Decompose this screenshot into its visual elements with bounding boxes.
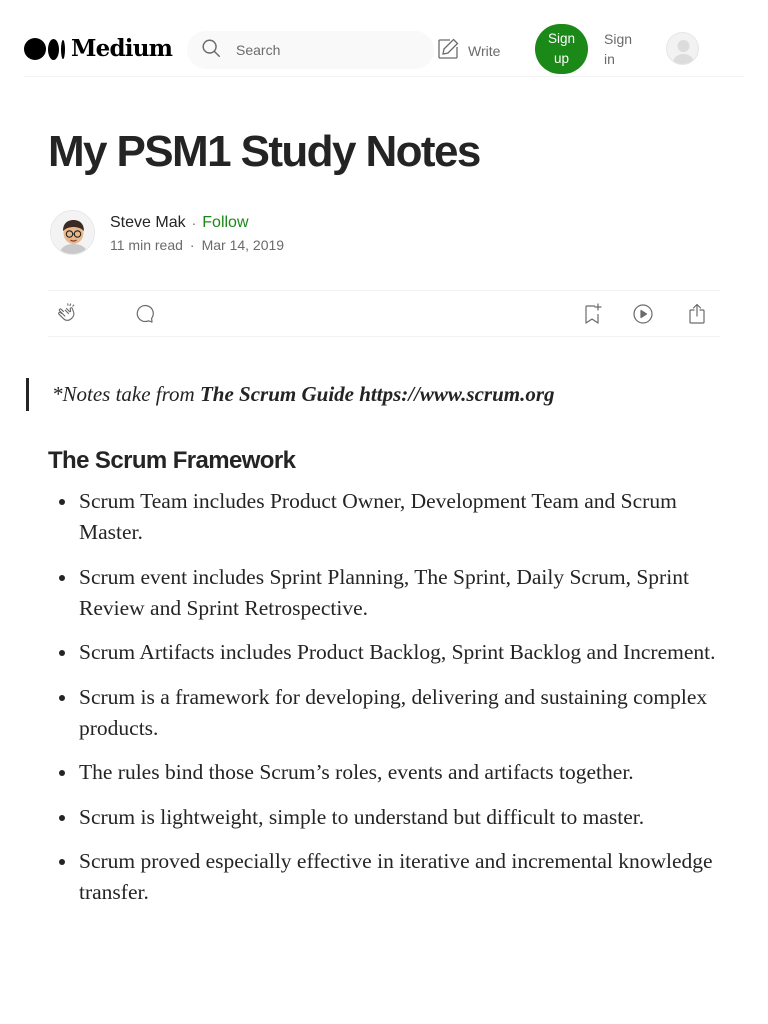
search-icon — [200, 37, 222, 64]
quote-prefix: *Notes take from — [52, 382, 200, 406]
publish-date: Mar 14, 2019 — [201, 237, 285, 253]
write-icon — [436, 37, 460, 64]
comment-icon[interactable] — [133, 302, 157, 326]
list-item: The rules bind those Scrum’s roles, events and artifacts together. — [79, 757, 728, 788]
bookmark-add-icon[interactable] — [580, 302, 604, 326]
logo-text: Medium — [71, 35, 173, 62]
play-icon[interactable] — [631, 302, 655, 326]
author-line — [110, 213, 249, 233]
medium-logo-mark-icon — [24, 38, 65, 60]
separator-dot: · — [191, 215, 197, 231]
article-meta — [110, 236, 284, 254]
search-input[interactable] — [234, 41, 418, 59]
write-button[interactable] — [436, 37, 500, 64]
separator-dot: · — [189, 237, 195, 253]
list-item: Scrum is lightweight, simple to understand but difficult to master. — [79, 802, 728, 833]
author-avatar[interactable] — [50, 210, 95, 255]
list-item: Scrum event includes Sprint Planning, The Sprint, Daily Scrum, Sprint Review and Sprint Retrospective. — [79, 562, 728, 624]
user-avatar-icon[interactable] — [666, 32, 699, 65]
search-bar[interactable] — [187, 31, 434, 69]
sign-up-button[interactable]: Sign up — [535, 24, 588, 74]
section-heading: The Scrum Framework — [48, 447, 296, 474]
blockquote-note — [26, 378, 726, 411]
follow-button[interactable]: Follow — [202, 214, 249, 231]
clap-icon[interactable] — [56, 302, 80, 326]
list-item: Scrum proved especially effective in iterative and incremental knowledge transfer. — [79, 846, 728, 908]
write-label: Write — [468, 42, 501, 59]
author-name[interactable]: Steve Mak — [110, 214, 186, 231]
quote-source: The Scrum Guide https://www.scrum.org — [199, 382, 555, 406]
list-item: Scrum Team includes Product Owner, Development Team and Scrum Master. — [79, 486, 728, 548]
read-time: 11 min read — [110, 237, 183, 253]
bullet-list — [48, 486, 728, 922]
share-icon[interactable] — [685, 302, 709, 326]
sign-in-link[interactable]: Sign in — [604, 31, 633, 67]
list-item: Scrum Artifacts includes Product Backlog, Sprint Backlog and Increment. — [79, 637, 728, 668]
list-item: Scrum is a framework for developing, delivering and sustaining complex products. — [79, 682, 728, 744]
medium-logo[interactable] — [24, 37, 172, 61]
article-action-bar — [48, 290, 720, 337]
article-title: My PSM1 Study Notes — [48, 127, 480, 176]
